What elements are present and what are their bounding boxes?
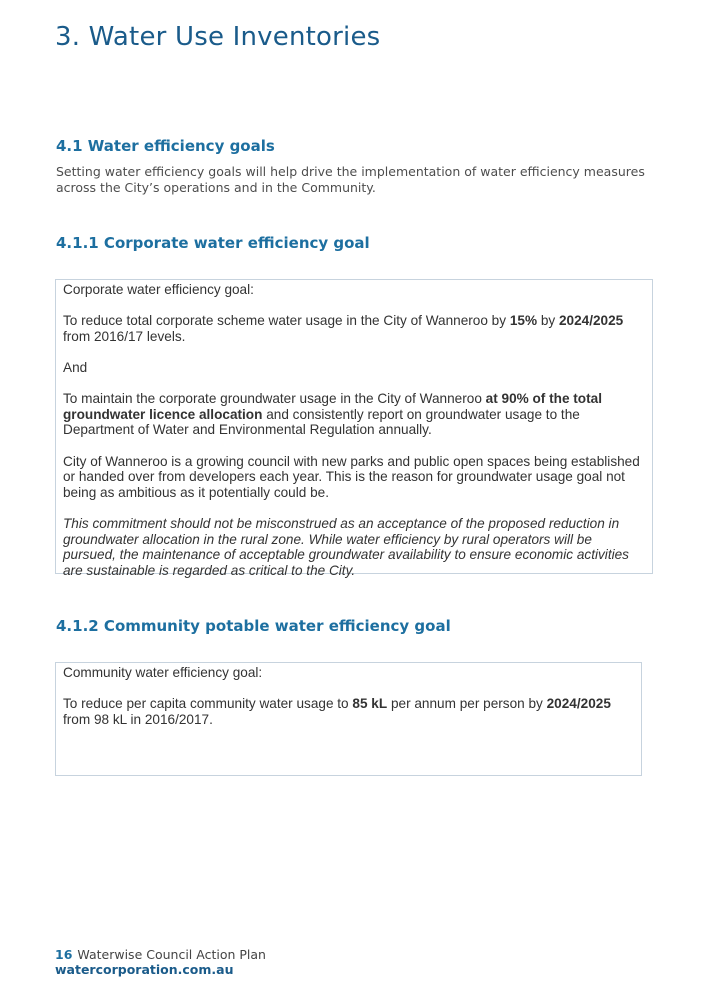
corporate-goal-groundwater: To maintain the corporate groundwater usage in the City of Wanneroo at 90% of the total groundwater licence allocation and consistently report on groundwater usage to the Department of Water and Environmental Regulation annually. xyxy=(63,391,602,438)
corporate-goal-context: City of Wanneroo is a growing council with new parks and public open spaces being established or handed over from developers each year. This is the reason for groundwater usage goal not being as ambitious as it potentially could be. xyxy=(63,453,640,500)
section-heading-4-1: 4.1 Water efficiency goals xyxy=(56,137,275,155)
corporate-goal-label: Corporate water efficiency goal: xyxy=(63,282,254,297)
corporate-goal-box xyxy=(55,279,653,578)
page-title: 3. Water Use Inventories xyxy=(55,22,381,52)
footer-doc-line xyxy=(55,947,266,962)
community-goal-text: To reduce per capita community water usage to 85 kL per annum per person by 2024/2025 from 98 kL in 2016/2017. xyxy=(63,696,611,727)
corporate-goal-scheme-water: To reduce total corporate scheme water usage in the City of Wanneroo by 15% by 2024/2025 from 2016/17 levels. xyxy=(63,313,624,344)
section-heading-4-1-1: 4.1.1 Corporate water efficiency goal xyxy=(56,234,370,252)
corporate-goal-and: And xyxy=(63,359,88,375)
community-goal-label: Community water efficiency goal: xyxy=(63,665,263,680)
section-heading-4-1-2: 4.1.2 Community potable water efficiency goal xyxy=(56,617,451,635)
footer-doc-title: Waterwise Council Action Plan xyxy=(77,947,266,962)
community-goal-box xyxy=(55,662,642,776)
corporate-goal-commitment-note: This commitment should not be misconstrued as an acceptance of the proposed reduction in groundwater allocation in the rural zone. While water efficiency by rural operators will be pursued, the maintenance of acceptable groundwater availability to ensure economic activities are sustainable is regarded as critical to the City. xyxy=(63,515,629,578)
footer-website: watercorporation.com.au xyxy=(55,962,234,977)
section-intro: Setting water efficiency goals will help drive the implementation of water efficiency measures across the City’s operations and in the Community. xyxy=(56,164,645,195)
footer-page-number: 16 xyxy=(55,947,73,962)
